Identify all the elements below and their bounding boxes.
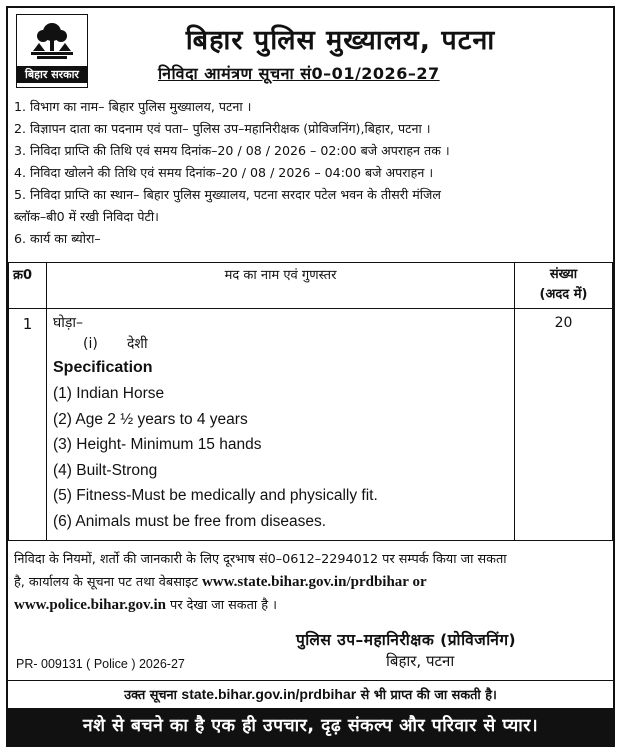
notice-subtitle: निविदा आमंत्रण सूचना सं0–01/2026–27 — [158, 64, 440, 83]
detail-line: 1. विभाग का नाम– बिहार पुलिस मुख्यालय, पटना । — [14, 99, 252, 114]
detail-line: 4. निविदा खोलने की तिथि एवं समय दिनांक–20 / 08 / 2026 – 04:00 बजे अपराहन । — [14, 165, 434, 180]
tender-details — [14, 96, 610, 250]
detail-line: ब्लॉक–बी0 में रखी निविदा पेटी। — [14, 209, 159, 224]
header-quantity-line2: (अदद में) — [539, 287, 588, 302]
detail-line: 6. कार्य का ब्योरा– — [14, 231, 101, 246]
website-link[interactable]: www.state.bihar.gov.in/prdbihar or — [201, 574, 427, 590]
contact-note — [14, 548, 610, 617]
spec-item: (3) Height- Minimum 15 hands — [53, 436, 262, 454]
contact-text: पर देखा जा सकता है । — [165, 598, 278, 613]
contact-text: है, कार्यालय के सूचना पट तथा वेबसाइट — [14, 575, 202, 590]
work-details-table — [8, 262, 613, 541]
spec-item: (6) Animals must be free from diseases. — [53, 512, 327, 530]
item-variant-number: (i) — [83, 336, 98, 352]
item-name: घोड़ा– — [53, 315, 84, 331]
table-row — [9, 309, 613, 541]
item-variant — [53, 333, 514, 355]
row-serial: 1 — [9, 309, 47, 541]
header-quantity — [515, 263, 613, 309]
contact-line — [14, 571, 610, 594]
header — [8, 8, 613, 90]
signatory-title: पुलिस उप–महानिरीक्षक (प्रोविजनिंग) — [296, 631, 517, 649]
website-link[interactable]: www.police.bihar.gov.in — [14, 597, 166, 613]
website-note-text: से भी प्राप्त की जा सकती है। — [356, 688, 497, 703]
detail-line: 2. विज्ञापन दाता का पदनाम एवं पता– पुलिस उप–महानिरीक्षक (प्रोविजनिंग),बिहार, पटना । — [14, 121, 431, 136]
specification-heading: Specification — [53, 359, 153, 376]
header-serial: क्र0 — [9, 263, 47, 309]
contact-line — [14, 594, 610, 617]
signatory-place: बिहार, पटना — [386, 652, 455, 670]
spec-item: (5) Fitness-Must be medically and physically fit. — [53, 487, 378, 505]
contact-line: निविदा के नियमों, शर्तो की जानकारी के लिए दूरभाष सं0–0612–2294012 पर सम्पर्क किया जा सकता — [14, 552, 507, 567]
row-quantity: 20 — [515, 309, 613, 541]
header-quantity-line1: संख्या — [549, 267, 578, 282]
website-note — [0, 685, 621, 703]
detail-line: 5. निविदा प्राप्ति का स्थान– बिहार पुलिस मुख्यालय, पटना सरदार पटेल भवन के तीसरी मंजिल — [14, 187, 441, 202]
website-note-text: उक्त सूचना — [124, 688, 182, 703]
table-header-row — [9, 263, 613, 309]
header-description: मद का नाम एवं गुणस्तर — [47, 263, 515, 309]
divider — [8, 680, 613, 681]
spec-item: (4) Built-Strong — [53, 461, 158, 479]
page-title: बिहार पुलिस मुख्यालय, पटना — [185, 25, 496, 56]
detail-line: 3. निविदा प्राप्ति की तिथि एवं समय दिनांक–20 / 08 / 2026 – 02:00 बजे अपराहन तक । — [14, 143, 450, 158]
row-description — [47, 309, 515, 541]
slogan-banner: नशे से बचने का है एक ही उपचार, दृढ़ संकल्प और परिवार से प्यार। — [8, 708, 613, 745]
logo-text: बिहार सरकार — [17, 66, 87, 83]
spec-item: (2) Age 2 ½ years to 4 years — [53, 410, 248, 428]
pr-number: PR- 009131 ( Police ) 2026-27 — [16, 657, 185, 671]
item-variant-text: देशी — [127, 336, 148, 352]
spec-item: (1) Indian Horse — [53, 385, 165, 402]
website-link[interactable]: state.bihar.gov.in/prdbihar — [181, 686, 357, 702]
